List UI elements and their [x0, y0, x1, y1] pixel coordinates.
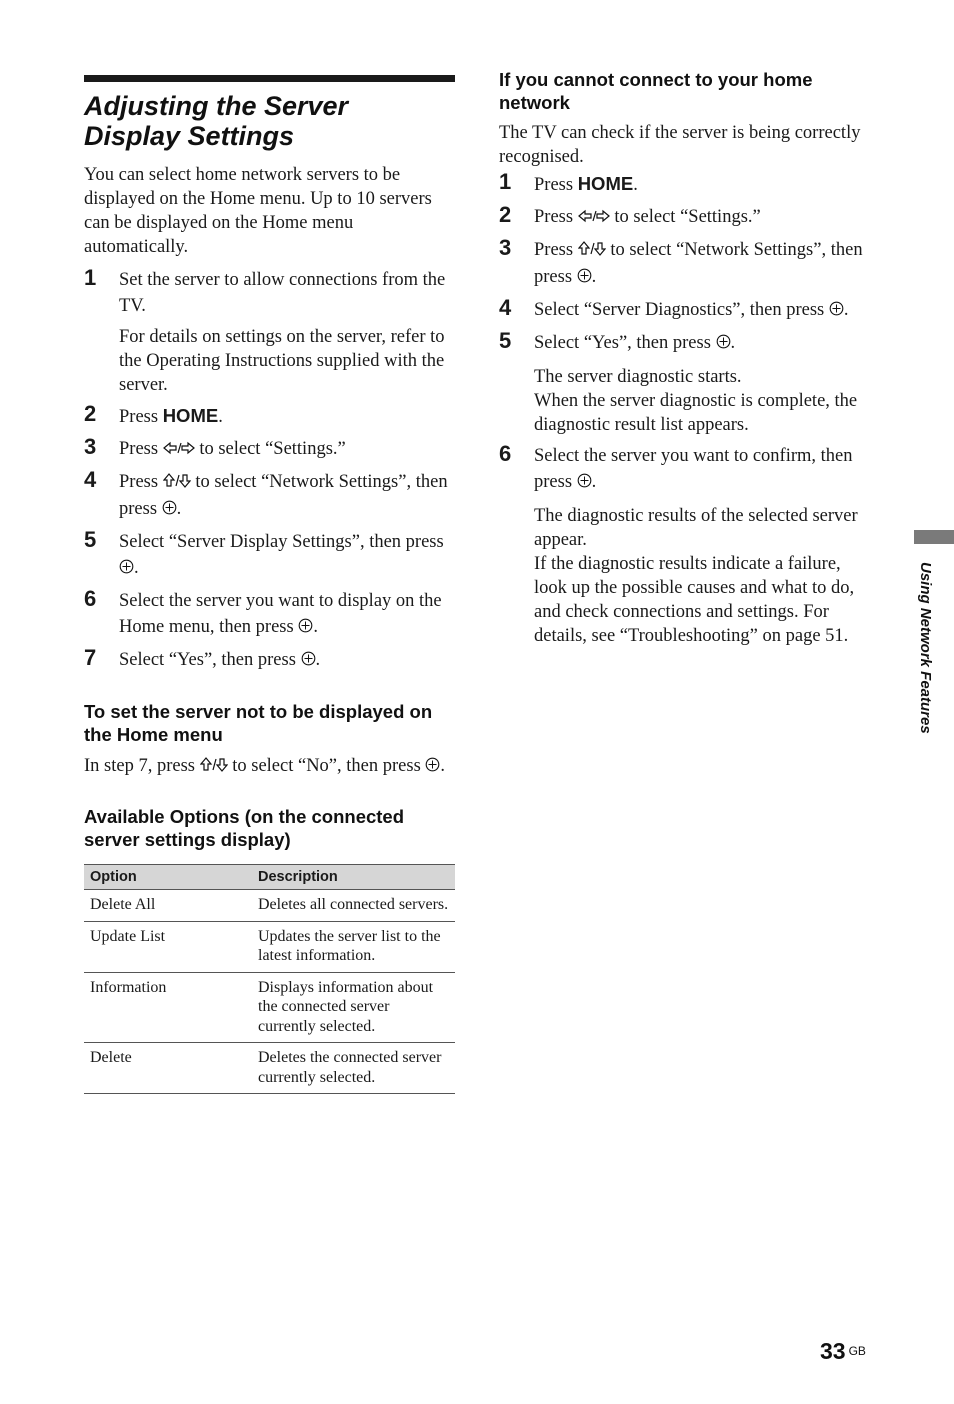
right-column	[499, 68, 869, 648]
page-suffix: GB	[848, 1344, 866, 1358]
column-header-option: Option	[84, 865, 252, 890]
enter-button-icon	[119, 556, 134, 582]
left-right-arrow-icon	[578, 205, 610, 231]
table-row	[84, 921, 455, 972]
diag-step-5: 5 Select “Yes”, then press . The server diagnostic starts. When the server diagnostic is complete, the diagnostic result list appears.	[499, 330, 869, 437]
diag-step-3: 3 Press to select “Network Settings”, then press .	[499, 237, 869, 291]
title-rule	[84, 75, 455, 82]
page-number: 33 $^{GB}$	[820, 1338, 866, 1364]
description-cell: Displays information about the connected server currently selected.	[252, 972, 455, 1043]
description-cell: Updates the server list to the latest information.	[252, 921, 455, 972]
section-tab-marker	[914, 530, 954, 544]
left-column	[84, 75, 455, 1094]
diag-step-5-note: The server diagnostic starts. When the server diagnostic is complete, the diagnostic result list appears.	[534, 367, 858, 435]
page-title: Adjusting the Server Display Settings	[84, 91, 349, 151]
section-label: Using Network Features	[917, 562, 934, 734]
description-cell: Deletes the connected server currently selected.	[252, 1043, 455, 1094]
up-down-arrow-icon	[578, 238, 606, 264]
enter-button-icon	[298, 615, 313, 641]
connect-trouble-heading: If you cannot connect to your home network	[499, 69, 813, 113]
left-right-arrow-icon	[163, 437, 195, 463]
option-cell: Delete	[84, 1043, 252, 1094]
diag-step-6: 6 Select the server you want to confirm, then press . The diagnostic results of the selected server appear. If the diagnostic results indicate a failure, look up the possible causes and what to do, and check connections and settings. For details, see “Troubleshooting” on page 51.	[499, 443, 869, 648]
step-6: 6 Select the server you want to display on the Home menu, then press .	[84, 588, 455, 641]
diag-step-4: 4 Select “Server Diagnostics”, then press .	[499, 297, 869, 324]
display-steps	[84, 267, 455, 674]
intro-paragraph: You can select home network servers to be displayed on the Home menu. Up to 10 servers can be displayed on the Home menu automatically.	[84, 165, 432, 257]
connect-trouble-intro: The TV can check if the server is being correctly recognised.	[499, 123, 861, 167]
column-header-description: Description	[252, 865, 455, 890]
table-row	[84, 1043, 455, 1094]
option-cell: Delete All	[84, 890, 252, 922]
enter-button-icon	[162, 497, 177, 523]
hide-server-instructions: In step 7, press to select “No”, then press .	[84, 754, 455, 779]
enter-button-icon	[829, 298, 844, 324]
hide-server-heading: To set the server not to be displayed on the Home menu	[84, 701, 433, 745]
table-row	[84, 890, 455, 922]
home-key-label: HOME	[577, 173, 634, 194]
enter-button-icon	[425, 755, 440, 779]
enter-button-icon	[577, 470, 592, 496]
option-cell: Update List	[84, 921, 252, 972]
table-row	[84, 972, 455, 1043]
step-2: 2 Press HOME.	[84, 401, 223, 427]
options-table	[84, 864, 455, 1094]
up-down-arrow-icon	[163, 470, 191, 496]
diag-step-6-note: The diagnostic results of the selected server appear. If the diagnostic results indicate a failure, look up the possible causes and what to do, and check connections and settings. For details, see “Troubleshooting” on page 51.	[534, 506, 858, 646]
option-cell: Information	[84, 972, 252, 1043]
step-5: 5 Select “Server Display Settings”, then press .	[84, 529, 455, 582]
description-cell: Deletes all connected servers.	[252, 890, 455, 922]
home-key-label: HOME	[162, 405, 219, 426]
enter-button-icon	[577, 265, 592, 291]
step-3: 3 Press to select “Settings.”	[84, 436, 455, 463]
enter-button-icon	[301, 648, 316, 674]
options-heading: Available Options (on the connected server settings display)	[84, 806, 405, 850]
up-down-arrow-icon	[200, 755, 228, 779]
step-7: 7 Select “Yes”, then press .	[84, 647, 455, 674]
diag-step-1: 1 Press HOME.	[499, 169, 638, 195]
diagnostic-steps	[499, 171, 869, 648]
diag-step-2: 2 Press to select “Settings.”	[499, 204, 869, 231]
step-1: 1 Set the server to allow connections from the TV. For details on settings on the server, refer to the Operating Instructions supplied with the server.	[84, 265, 446, 395]
table-header-row	[84, 865, 455, 890]
enter-button-icon	[716, 331, 731, 357]
step-4: 4 Press to select “Network Settings”, then press .	[84, 469, 455, 523]
